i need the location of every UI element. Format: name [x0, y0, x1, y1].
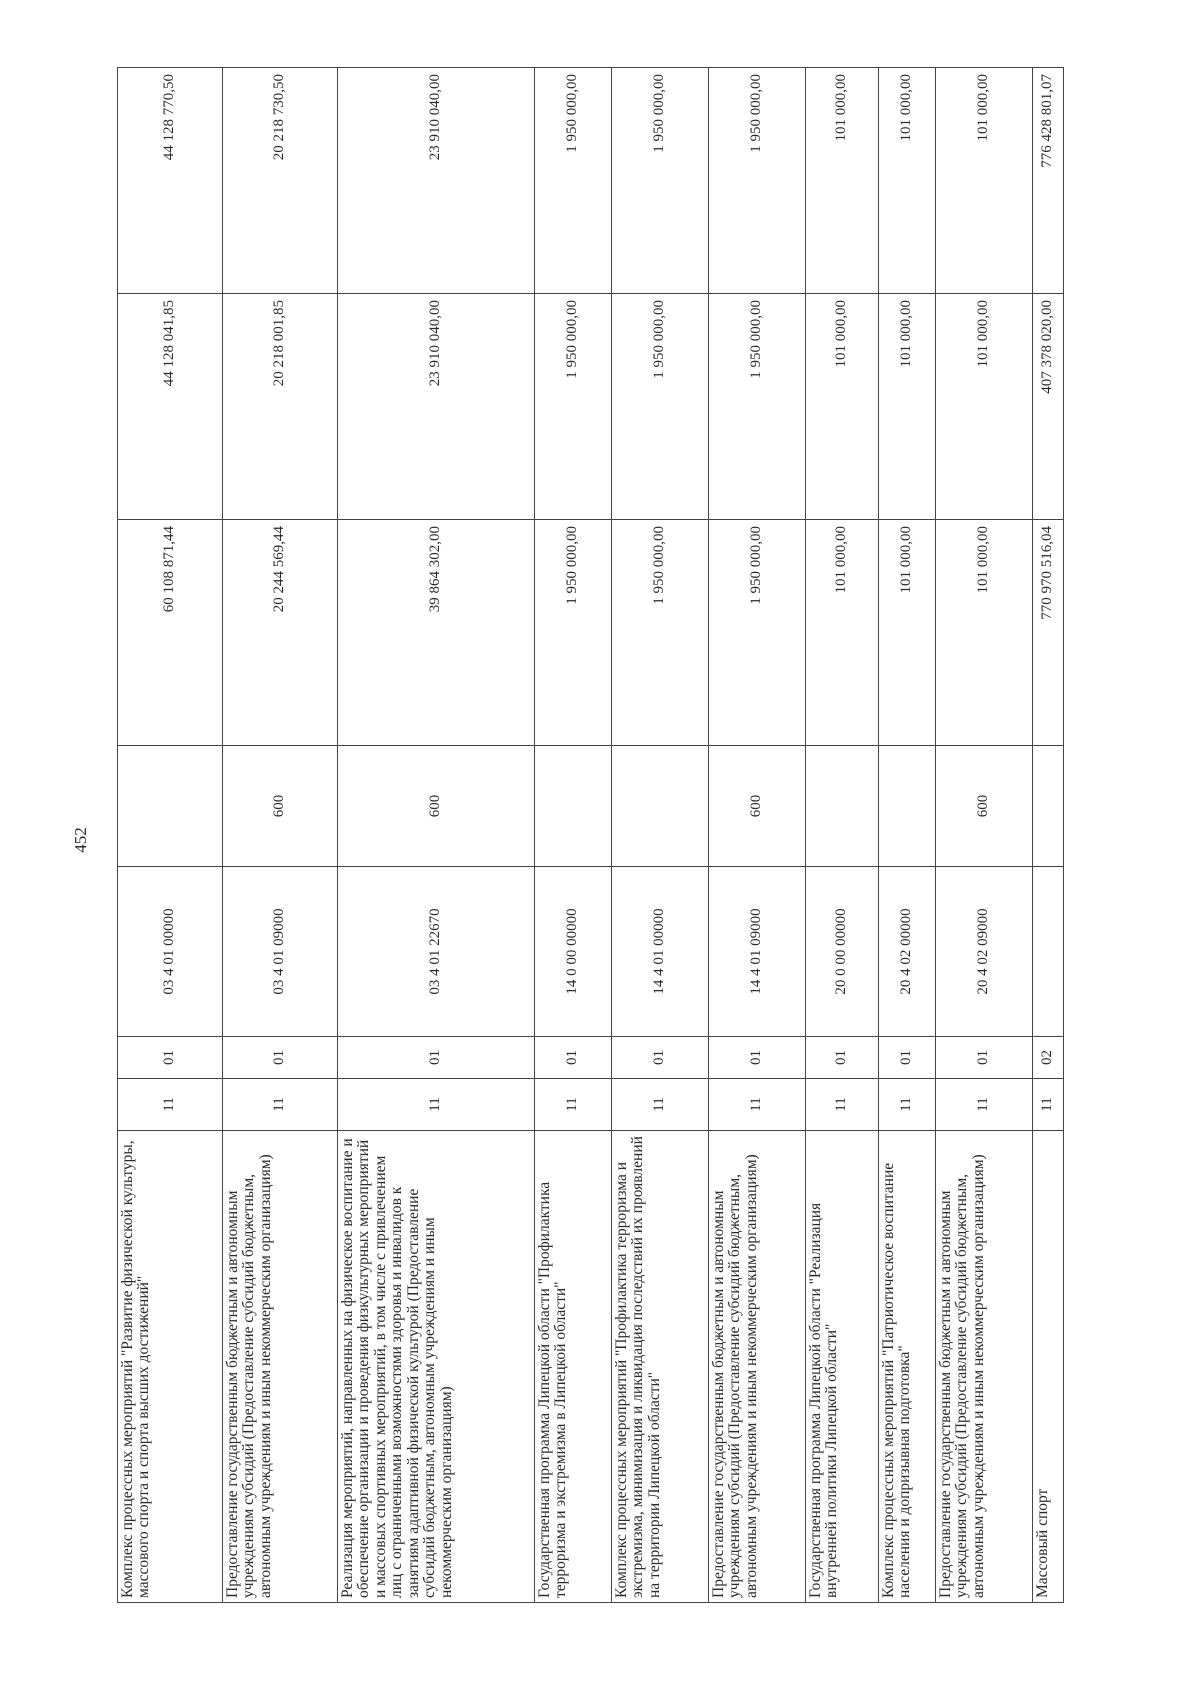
amount-year-3: 44 128 770,50: [118, 68, 223, 294]
target-article-code: 20 4 02 00000: [879, 867, 936, 1037]
table-row: [936, 68, 1033, 1603]
target-article-code: 14 4 01 00000: [612, 867, 709, 1037]
expense-type-code: 600: [223, 746, 338, 867]
section-code: 01: [806, 1037, 879, 1079]
target-article-code: 03 4 01 22670: [338, 867, 535, 1037]
grbs-code: 11: [936, 1079, 1033, 1131]
target-article-code: 03 4 01 09000: [223, 867, 338, 1037]
grbs-code: 11: [535, 1079, 612, 1131]
amount-year-3: 101 000,00: [936, 68, 1033, 294]
grbs-code: 11: [223, 1079, 338, 1131]
grbs-code: 11: [709, 1079, 806, 1131]
grbs-code: 11: [1033, 1079, 1064, 1131]
row-name: Государственная программа Липецкой области "Профилактика терроризма и экстремизма в Липецкой области": [535, 1131, 612, 1603]
amount-year-2: 23 910 040,00: [338, 294, 535, 520]
section-code: 02: [1033, 1037, 1064, 1079]
amount-year-1: 39 864 302,00: [338, 520, 535, 746]
amount-year-3: 776 428 801,07: [1033, 68, 1064, 294]
table-row: [806, 68, 879, 1603]
section-code: 01: [535, 1037, 612, 1079]
amount-year-2: 101 000,00: [936, 294, 1033, 520]
table-row: [118, 68, 223, 1603]
amount-year-1: 770 970 516,04: [1033, 520, 1064, 746]
amount-year-1: 1 950 000,00: [612, 520, 709, 746]
budget-table-container: [117, 68, 1064, 1603]
page-number: 452: [71, 827, 90, 853]
amount-year-2: 407 378 020,00: [1033, 294, 1064, 520]
target-article-code: 20 0 00 00000: [806, 867, 879, 1037]
table-row: [535, 68, 612, 1603]
expense-type-code: [535, 746, 612, 867]
expense-type-code: [806, 746, 879, 867]
section-code: 01: [936, 1037, 1033, 1079]
amount-year-3: 101 000,00: [879, 68, 936, 294]
section-code: 01: [879, 1037, 936, 1079]
amount-year-3: 1 950 000,00: [709, 68, 806, 294]
amount-year-1: 20 244 569,44: [223, 520, 338, 746]
row-name: Комплекс процессных мероприятий "Профилактика терроризма и экстремизма, минимизация и ликвидация последствий их проявлений на территории Липецкой области": [612, 1131, 709, 1603]
grbs-code: 11: [118, 1079, 223, 1131]
expense-type-code: 600: [936, 746, 1033, 867]
amount-year-2: 1 950 000,00: [535, 294, 612, 520]
amount-year-1: 60 108 871,44: [118, 520, 223, 746]
amount-year-1: 101 000,00: [936, 520, 1033, 746]
section-code: 01: [709, 1037, 806, 1079]
table-row: [223, 68, 338, 1603]
section-code: 01: [338, 1037, 535, 1079]
row-name: Реализация мероприятий, направленных на физическое воспитание и обеспечение организации и проведения физкультурных мероприятий и массовых спортивных мероприятий, в том числе с привлечением лиц с ограниченными возможностями здоровья и инвалидов к занятиям адаптивной физической культурой (Предоставление субсидий бюджетным, автономным учреждениям и иным некоммерческим организациям): [338, 1131, 535, 1603]
target-article-code: 20 4 02 09000: [936, 867, 1033, 1037]
expense-type-code: [1033, 746, 1064, 867]
expense-type-code: [118, 746, 223, 867]
amount-year-3: 23 910 040,00: [338, 68, 535, 294]
expense-type-code: 600: [709, 746, 806, 867]
expense-type-code: [879, 746, 936, 867]
target-article-code: [1033, 867, 1064, 1037]
row-name: Комплекс процессных мероприятий "Патриотическое воспитание населения и допризывная подготовка": [879, 1131, 936, 1603]
row-name: Предоставление государственным бюджетным и автономным учреждениям субсидий (Предоставление субсидий бюджетным, автономным учреждениям и иным некоммерческим организациям): [709, 1131, 806, 1603]
amount-year-3: 1 950 000,00: [612, 68, 709, 294]
amount-year-2: 101 000,00: [879, 294, 936, 520]
amount-year-1: 101 000,00: [806, 520, 879, 746]
amount-year-3: 1 950 000,00: [535, 68, 612, 294]
amount-year-2: 1 950 000,00: [709, 294, 806, 520]
section-code: 01: [612, 1037, 709, 1079]
target-article-code: 03 4 01 00000: [118, 867, 223, 1037]
amount-year-2: 1 950 000,00: [612, 294, 709, 520]
expense-type-code: [612, 746, 709, 867]
table-row: [1033, 68, 1064, 1603]
expense-type-code: 600: [338, 746, 535, 867]
amount-year-2: 101 000,00: [806, 294, 879, 520]
row-name: Предоставление государственным бюджетным и автономным учреждениям субсидий (Предоставление субсидий бюджетным, автономным учреждениям и иным некоммерческим организациям): [223, 1131, 338, 1603]
table-row: [612, 68, 709, 1603]
amount-year-2: 20 218 001,85: [223, 294, 338, 520]
amount-year-2: 44 128 041,85: [118, 294, 223, 520]
grbs-code: 11: [879, 1079, 936, 1131]
grbs-code: 11: [338, 1079, 535, 1131]
amount-year-3: 20 218 730,50: [223, 68, 338, 294]
row-name: Массовый спорт: [1033, 1131, 1064, 1603]
section-code: 01: [118, 1037, 223, 1079]
amount-year-1: 1 950 000,00: [535, 520, 612, 746]
amount-year-1: 101 000,00: [879, 520, 936, 746]
target-article-code: 14 4 01 09000: [709, 867, 806, 1037]
grbs-code: 11: [806, 1079, 879, 1131]
row-name: Государственная программа Липецкой области "Реализация внутренней политики Липецкой области": [806, 1131, 879, 1603]
target-article-code: 14 0 00 00000: [535, 867, 612, 1037]
grbs-code: 11: [612, 1079, 709, 1131]
row-name: Предоставление государственным бюджетным и автономным учреждениям субсидий (Предоставление субсидий бюджетным, автономным учреждениям и иным некоммерческим организациям): [936, 1131, 1033, 1603]
budget-table: [117, 67, 1064, 1603]
amount-year-1: 1 950 000,00: [709, 520, 806, 746]
amount-year-3: 101 000,00: [806, 68, 879, 294]
table-row: [709, 68, 806, 1603]
table-row: [338, 68, 535, 1603]
row-name: Комплекс процессных мероприятий "Развитие физической культуры, массового спорта и спорта высших достижений": [118, 1131, 223, 1603]
table-row: [879, 68, 936, 1603]
section-code: 01: [223, 1037, 338, 1079]
